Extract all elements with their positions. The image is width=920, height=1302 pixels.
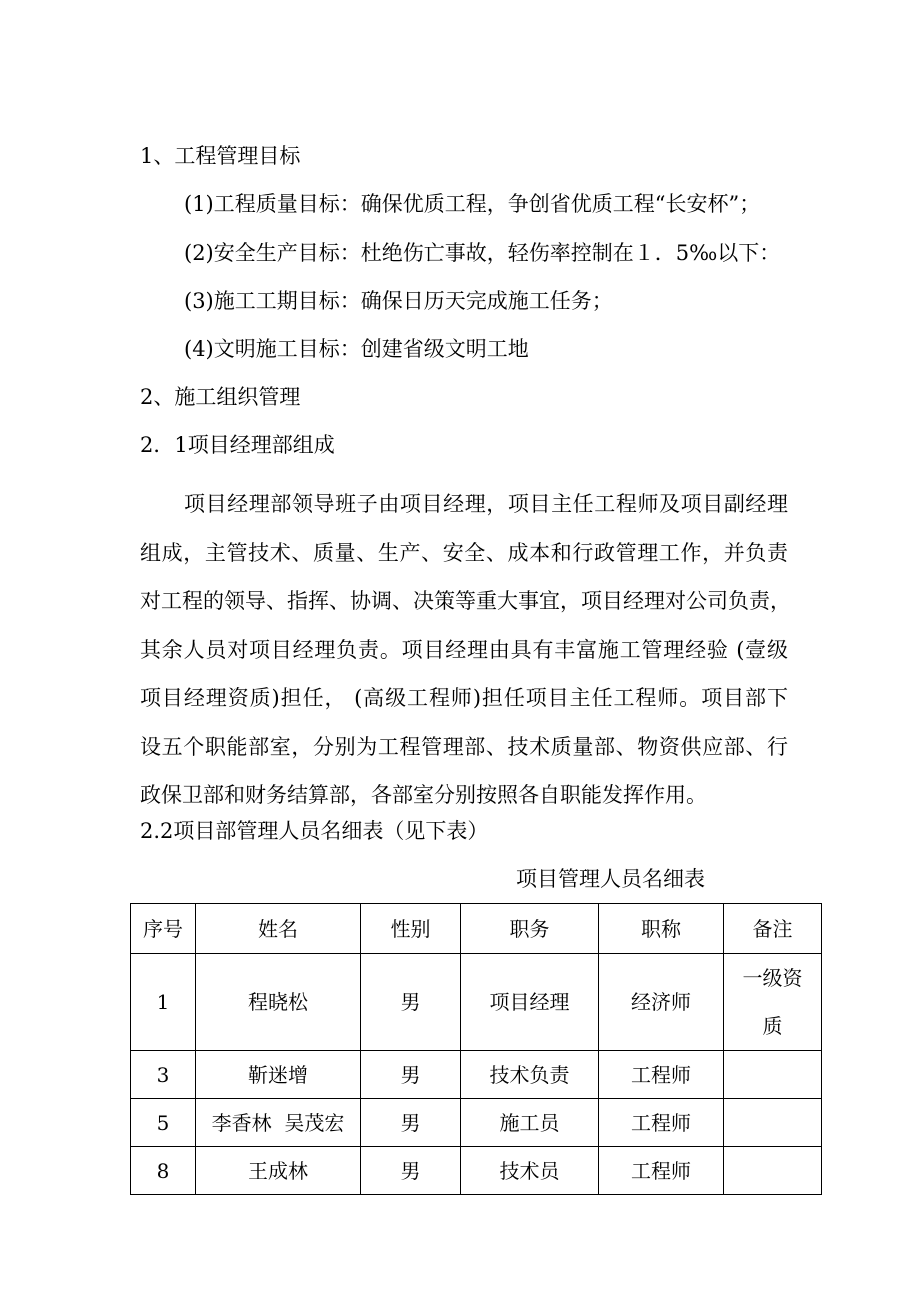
paragraph-line: 项目经理资质)担任， (高级工程师)担任项目主任工程师。项目部下 <box>140 686 788 710</box>
header-title: 职称 <box>599 904 724 954</box>
subsection-2-1-heading: 2．1项目经理部组成 <box>140 433 335 457</box>
header-position: 职务 <box>461 904 599 954</box>
table-caption: 项目管理人员名细表 <box>516 867 705 891</box>
cell-name: 程晓松 <box>196 954 361 1051</box>
header-index: 序号 <box>131 904 196 954</box>
cell-remark: 一级资质 <box>724 954 822 1051</box>
cell-position: 项目经理 <box>461 954 599 1051</box>
cell-name: 靳迷增 <box>196 1051 361 1099</box>
table-header-row <box>131 904 822 954</box>
table-row <box>131 1051 822 1099</box>
paragraph-line: 政保卫部和财务结算部，各部室分别按照各自职能发挥作用。 <box>140 783 707 807</box>
paragraph-line: 项目经理部领导班子由项目经理，项目主任工程师及项目副经理 <box>184 492 788 516</box>
goal-schedule: (3)施工工期目标：确保日历天完成施工任务； <box>184 289 613 313</box>
section-2-heading: 2、施工组织管理 <box>140 385 301 409</box>
header-remark: 备注 <box>724 904 822 954</box>
cell-title: 经济师 <box>599 954 724 1051</box>
table-row <box>131 1147 822 1195</box>
table-row <box>131 1099 822 1147</box>
subsection-2-2-heading: 2.2项目部管理人员名细表（见下表） <box>140 819 489 843</box>
section-1-heading: 1、工程管理目标 <box>140 144 301 168</box>
cell-remark <box>724 1147 822 1195</box>
cell-index: 8 <box>131 1147 196 1195</box>
paragraph-line: 对工程的领导、指挥、协调、决策等重大事宜，项目经理对公司负责， <box>140 589 791 613</box>
paragraph-line: 其余人员对项目经理负责。项目经理由具有丰富施工管理经验 (壹级 <box>140 637 788 662</box>
department-composition-paragraph <box>140 480 791 820</box>
cell-remark <box>724 1099 822 1147</box>
cell-title: 工程师 <box>599 1051 724 1099</box>
header-gender: 性别 <box>361 904 461 954</box>
goal-civilized-construction: (4)文明施工目标：创建省级文明工地 <box>184 337 529 361</box>
cell-title: 工程师 <box>599 1099 724 1147</box>
goal-quality: (1)工程质量目标：确保优质工程，争创省优质工程“长安杯”； <box>184 192 761 216</box>
cell-index: 1 <box>131 954 196 1051</box>
cell-gender: 男 <box>361 1147 461 1195</box>
paragraph-line: 组成，主管技术、质量、生产、安全、成本和行政管理工作，并负责 <box>140 540 788 565</box>
cell-remark <box>724 1051 822 1099</box>
cell-position: 施工员 <box>461 1099 599 1147</box>
paragraph-line: 设五个职能部室，分别为工程管理部、技术质量部、物资供应部、行 <box>140 734 788 759</box>
staff-table <box>130 903 822 1195</box>
cell-gender: 男 <box>361 1099 461 1147</box>
cell-title: 工程师 <box>599 1147 724 1195</box>
goal-safety: (2)安全生产目标：杜绝伤亡事故，轻伤率控制在１．5‰以下： <box>184 241 781 265</box>
cell-index: 5 <box>131 1099 196 1147</box>
cell-name: 李香林 吴茂宏 <box>196 1099 361 1147</box>
cell-gender: 男 <box>361 1051 461 1099</box>
cell-position: 技术员 <box>461 1147 599 1195</box>
cell-name: 王成林 <box>196 1147 361 1195</box>
table-row <box>131 954 822 1051</box>
cell-index: 3 <box>131 1051 196 1099</box>
cell-gender: 男 <box>361 954 461 1051</box>
cell-position: 技术负责 <box>461 1051 599 1099</box>
header-name: 姓名 <box>196 904 361 954</box>
